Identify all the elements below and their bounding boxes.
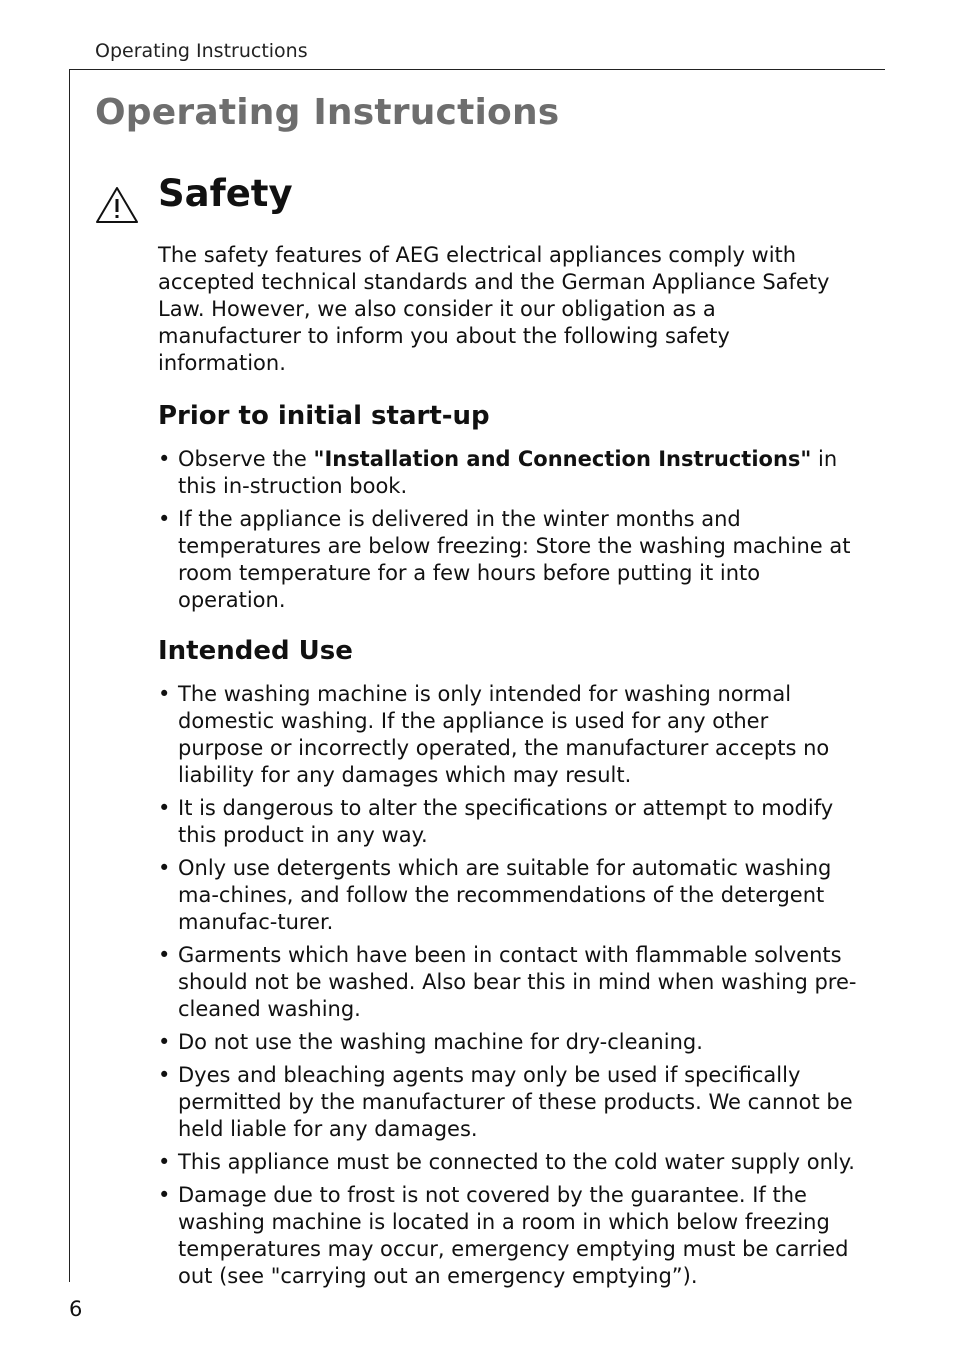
- top-rule: [69, 69, 885, 70]
- intended-list: [158, 681, 858, 1290]
- warning-triangle-icon: [95, 186, 139, 224]
- list-item: [158, 506, 858, 614]
- section-title: Operating Instructions: [95, 92, 560, 133]
- item-text: If the appliance is delivered in the winter months and temperatures are below freezing: Store the washing machine at room temperature for a few hours before putting it into operation.: [178, 507, 851, 612]
- list-item: • Dyes and bleaching agents may only be used if specifically permitted by the manufacturer of these products. We cannot be held liable for any damages.: [158, 1062, 858, 1143]
- item-emphasis: "Installation and Connection Instructions": [313, 447, 812, 471]
- item-text: Observe the: [178, 447, 314, 471]
- list-item: • Do not use the washing machine for dry-cleaning.: [158, 1029, 858, 1056]
- page-heading: Safety: [158, 172, 293, 215]
- list-item: • It is dangerous to alter the specifications or attempt to modify this product in any way.: [158, 795, 858, 849]
- content-area: [158, 242, 858, 1310]
- list-item: • Only use detergents which are suitable for automatic washing ma-chines, and follow the recommendations of the detergent manufac-turer.: [158, 855, 858, 936]
- list-item: [158, 446, 858, 500]
- prior-heading: Prior to initial start-up: [158, 401, 490, 431]
- left-rule: [69, 69, 70, 1282]
- prior-list: [158, 446, 858, 614]
- list-item: • Garments which have been in contact with flammable solvents should not be washed. Also bear this in mind when washing pre-cleaned washing.: [158, 942, 858, 1023]
- intended-heading: Intended Use: [158, 636, 353, 666]
- list-item: • The washing machine is only intended for washing normal domestic washing. If the appliance is used for any other purpose or incorrectly operated, the manufacturer accepts no liability for any damages which may result.: [158, 681, 858, 789]
- page-number: 6: [69, 1297, 83, 1321]
- item-text: in this in-struction book.: [178, 447, 838, 498]
- list-item: • This appliance must be connected to the cold water supply only.: [158, 1149, 858, 1176]
- list-item: • Damage due to frost is not covered by the guarantee. If the washing machine is located in a room in which below freezing temperatures may occur, emergency emptying must be carried out (see "carrying out an emergency emptying”).: [158, 1182, 858, 1290]
- running-header: Operating Instructions: [95, 40, 308, 62]
- intro-paragraph: The safety features of AEG electrical appliances comply with accepted technical standards and the German Appliance Safety Law. However, we also consider it our obligation as a manufacturer to inform you about the following safety information.: [158, 243, 830, 375]
